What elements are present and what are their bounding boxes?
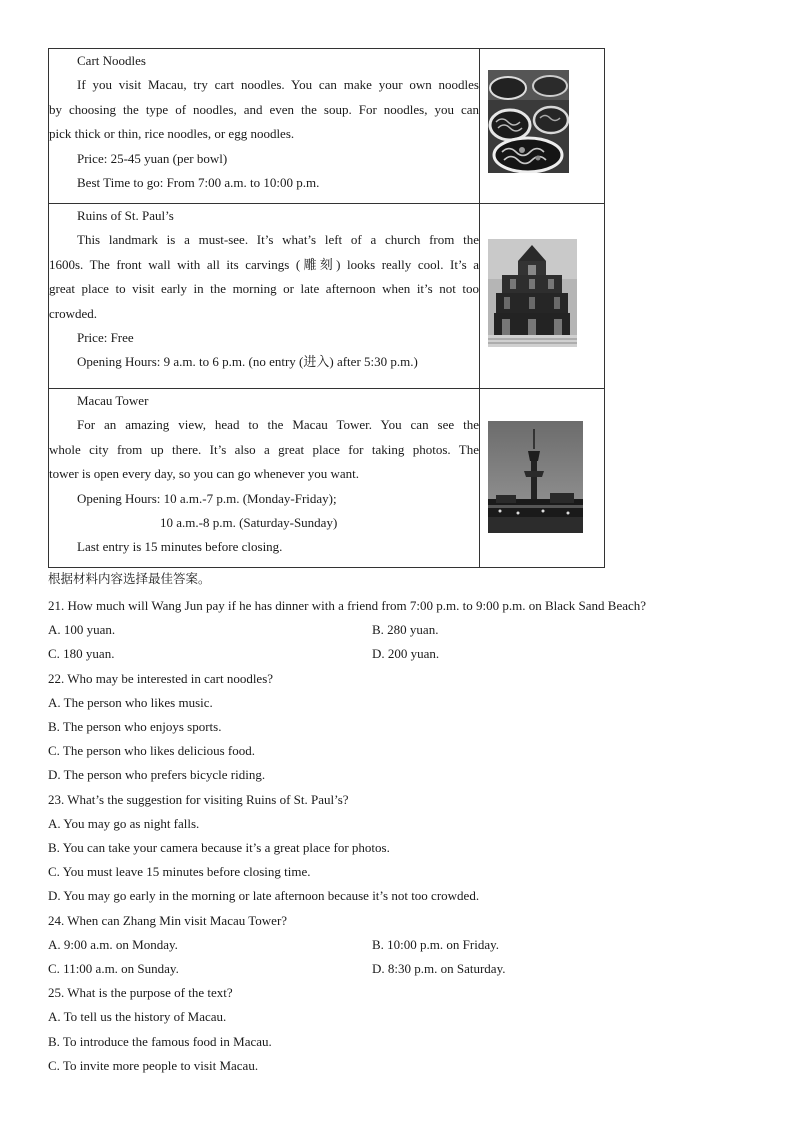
option-c[interactable]: C. The person who likes delicious food.	[48, 743, 256, 759]
question-stem: 22. Who may be interested in cart noodles?	[48, 670, 274, 686]
option-a[interactable]: A. The person who likes music.	[48, 694, 213, 710]
tower-photo	[488, 421, 583, 533]
option-b[interactable]: B. The person who enjoys sports.	[48, 719, 222, 735]
last-entry-text: Last entry is 15 minutes before closing.	[77, 539, 283, 555]
macau-tower-cell	[49, 389, 480, 568]
opening-hours-text: 10 a.m.-8 p.m. (Saturday-Sunday)	[160, 515, 338, 531]
option-c[interactable]: C. 11:00 a.m. on Sunday.	[48, 961, 179, 977]
attraction-title: Ruins of St. Paul’s	[77, 208, 174, 223]
option-a[interactable]: A. To tell us the history of Macau.	[48, 1009, 227, 1025]
description-line: great place to visit early in the morning or late afternoon when it’s not too	[49, 281, 479, 297]
attraction-title: Macau Tower	[77, 393, 149, 408]
description-line: This landmark is a must-see. It’s what’s left of a church from the	[77, 232, 479, 248]
best-time-text: Best Time to go: From 7:00 a.m. to 10:00 p.m.	[77, 175, 320, 191]
noodles-photo	[488, 70, 569, 173]
description-line: 1600s. The front wall with all its carvings (雕刻) looks really cool. It’s a	[49, 256, 479, 272]
option-c[interactable]: C. To invite more people to visit Macau.	[48, 1057, 259, 1073]
option-d[interactable]: D. 8:30 p.m. on Saturday.	[372, 961, 506, 977]
option-b[interactable]: B. 10:00 p.m. on Friday.	[372, 936, 499, 952]
option-d[interactable]: D. You may go early in the morning or late afternoon because it’s not too crowded.	[48, 888, 480, 904]
price-text: Price: 25-45 yuan (per bowl)	[77, 150, 228, 166]
church-photo	[488, 239, 577, 347]
opening-hours-text: Opening Hours: 10 a.m.-7 p.m. (Monday-Friday);	[77, 490, 337, 506]
description-line: crowded.	[49, 305, 98, 321]
option-b[interactable]: B. 280 yuan.	[372, 622, 439, 638]
instruction-text: 根据材料内容选择最佳答案。	[48, 571, 211, 586]
option-a[interactable]: A. 100 yuan.	[48, 622, 116, 638]
question-stem: 23. What’s the suggestion for visiting Ruins of St. Paul’s?	[48, 791, 349, 807]
question-23	[48, 788, 748, 909]
option-d[interactable]: D. The person who prefers bicycle riding.	[48, 767, 266, 783]
description-line: tower is open every day, so you can go whenever you want.	[49, 466, 359, 482]
question-stem: 25. What is the purpose of the text?	[48, 985, 233, 1001]
description-line: If you visit Macau, try cart noodles. You can make your own noodles	[77, 77, 479, 93]
attraction-title: Cart Noodles	[77, 53, 146, 68]
description-line: by choosing the type of noodles, and even the soup. For noodles, you can	[49, 101, 479, 117]
option-b[interactable]: B. To introduce the famous food in Macau.	[48, 1033, 272, 1049]
description-line: whole city from up there. It’s also a great place for taking photos. The	[49, 441, 479, 457]
option-a[interactable]: A. You may go as night falls.	[48, 815, 200, 831]
option-a[interactable]: A. 9:00 a.m. on Monday.	[48, 936, 178, 952]
option-d[interactable]: D. 200 yuan.	[372, 646, 440, 662]
cart-noodles-cell	[49, 49, 480, 204]
option-b[interactable]: B. You can take your camera because it’s a great place for photos.	[48, 840, 390, 856]
opening-hours-text: Opening Hours: 9 a.m. to 6 p.m. (no entry (进入) after 5:30 p.m.)	[77, 354, 418, 370]
question-stem: 24. When can Zhang Min visit Macau Tower?	[48, 912, 288, 928]
option-c[interactable]: C. 180 yuan.	[48, 646, 115, 662]
option-c[interactable]: C. You must leave 15 minutes before closing time.	[48, 864, 311, 880]
questions-section	[48, 570, 748, 1078]
price-text: Price: Free	[77, 330, 134, 346]
question-25	[48, 981, 748, 1078]
description-line: pick thick or thin, rice noodles, or egg noodles.	[49, 126, 295, 142]
description-line: For an amazing view, head to the Macau Tower. You can see the	[77, 417, 479, 433]
question-24	[48, 909, 748, 982]
question-21	[48, 594, 748, 667]
question-stem: 21. How much will Wang Jun pay if he has dinner with a friend from 7:00 p.m. to 9:00 p.m. on Black Sand Beach?	[48, 598, 647, 613]
question-22	[48, 667, 748, 788]
ruins-cell	[49, 204, 480, 389]
